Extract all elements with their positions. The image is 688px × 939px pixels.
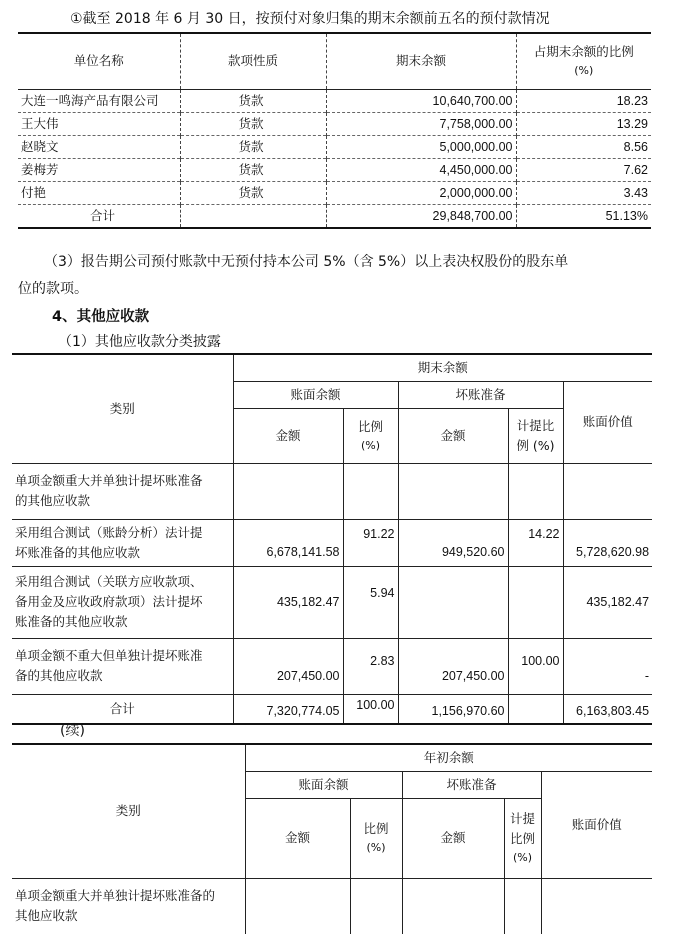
total-bad-amount: 1,156,970.60 [398,694,508,724]
header-provision-line2: 例 (%) [516,437,555,453]
row-category-line2: 的其他应收款 [15,493,91,508]
row-balance: 7,758,000.00 [326,112,516,135]
header-ratio-line1: 占期末余额的比例 [533,44,634,60]
paragraph-3-line1: （3）报告期公司预付账款中无预付持本公司 5%（含 5%）以上表决权股份的股东单 [44,254,569,270]
total-value: 6,163,803.45 [576,704,650,718]
total-row [18,204,651,228]
row-nature: 货款 [180,89,326,112]
row-balance: 2,000,000.00 [326,181,516,204]
header-ratio-line2: (%) [366,841,386,855]
header-amount: 金额 [245,798,350,878]
row-ratio: 5.94 [343,566,398,638]
header-category: 类别 [12,744,245,878]
row-balance: 4,450,000.00 [326,158,516,181]
table-row [12,519,652,566]
row-category [12,638,233,694]
row-nature: 货款 [180,112,326,135]
header-ratio-line1: 比例 [357,418,383,434]
row-category-line1: 采用组合测试（账龄分析）法计提 [15,524,203,540]
row-unit-name: 姜梅芳 [18,158,180,181]
row-provision: 100.00 [508,638,563,694]
total-label: 合计 [18,204,180,228]
header-provision-line3: (%) [512,851,533,865]
row-category [12,566,233,638]
header-provision-ratio [508,408,563,463]
row-category-line3: 账准备的其他应收款 [15,614,128,629]
row-category-line1: 单项金额不重大但单独计提坏账准 [15,648,203,663]
row-value: - [644,668,650,683]
row-ratio: 18.23 [616,93,648,108]
row-category-line2: 备的其他应收款 [15,668,103,683]
row-ratio: 2.83 [343,638,398,694]
header-ratio [516,33,651,89]
continued-label: (续) [60,723,85,739]
header-book-value: 账面价值 [563,381,652,463]
row-category-line1: 单项金额重大并单独计提坏账准备 [15,473,203,488]
header-provision-ratio [504,798,541,878]
row-bad-amount: 949,520.60 [398,519,508,566]
header-amount: 金额 [233,408,343,463]
row-category [12,463,233,519]
total-label: 合计 [12,694,233,724]
header-provision-line1: 计提 [509,811,535,827]
header-period-start: 年初余额 [245,744,652,771]
header-provision-line1: 计提比 [516,417,555,433]
table-row [18,112,651,135]
table1-caption: ①截至 2018 年 6 月 30 日，按预付对象归集的期末余额前五名的预付款情况 [70,11,550,27]
table-row [12,463,652,519]
table-row [12,566,652,638]
row-amount: 6,678,141.58 [233,519,343,566]
row-category [12,519,233,566]
table-row [12,878,652,934]
total-amount: 7,320,774.05 [233,694,343,724]
total-ratio: 100.00 [343,694,398,724]
row-category-line1: 单项金额重大并单独计提坏账准备的 [15,888,216,904]
header-category: 类别 [12,354,233,463]
header-bad-debt: 坏账准备 [398,381,563,408]
header-ratio-line1: 比例 [363,821,389,837]
table-row [18,135,651,158]
row-ratio: 91.22 [343,519,398,566]
other-receivables-table [12,353,652,725]
header-unit-name: 单位名称 [18,33,180,89]
other-receivables-table-continued [12,743,652,934]
header-ratio [350,798,402,878]
row-category-line2: 其他应收款 [15,908,78,924]
row-provision: 14.22 [508,519,563,566]
subsection-heading: （1）其他应收款分类披露 [58,334,221,350]
row-ratio: 8.56 [623,139,648,154]
header-provision-line2: 比例 [509,831,535,847]
row-unit-name: 大连一鸣海产品有限公司 [18,89,180,112]
header-book-value: 账面价值 [541,771,652,878]
row-category-line1: 采用组合测试（关联方应收款项、 [15,574,203,589]
row-nature: 货款 [180,158,326,181]
total-ratio: 51.13% [605,208,648,223]
row-amount: 207,450.00 [233,638,343,694]
table-row [18,89,651,112]
row-unit-name: 王大伟 [18,112,180,135]
paragraph-3-line2: 位的款项。 [18,281,88,297]
section-heading: 4、其他应收款 [52,309,150,325]
header-ratio-line2: (%) [574,64,594,78]
header-book-balance: 账面余额 [245,771,402,798]
header-bad-debt: 坏账准备 [402,771,541,798]
row-ratio: 13.29 [616,116,648,131]
row-value: 5,728,620.98 [576,544,650,559]
table-row [12,638,652,694]
row-unit-name: 付艳 [18,181,180,204]
prepayment-top5-table [18,32,651,229]
row-category-line2: 备用金及应收政府款项）法计提坏 [15,594,203,609]
header-book-balance: 账面余额 [233,381,398,408]
header-balance: 期末余额 [326,33,516,89]
header-bad-amount: 金额 [402,798,504,878]
row-unit-name: 赵晓文 [18,135,180,158]
table-row [18,158,651,181]
row-balance: 10,640,700.00 [326,89,516,112]
row-balance: 5,000,000.00 [326,135,516,158]
row-nature: 货款 [180,181,326,204]
header-ratio [343,408,398,463]
total-row [12,694,652,724]
row-value: 435,182.47 [586,595,650,609]
row-ratio: 3.43 [623,185,648,200]
row-amount: 435,182.47 [233,566,343,638]
header-nature: 款项性质 [180,33,326,89]
total-balance: 29,848,700.00 [326,204,516,228]
row-ratio: 7.62 [623,162,648,177]
table-row [18,181,651,204]
row-nature: 货款 [180,135,326,158]
header-bad-amount: 金额 [398,408,508,463]
header-period-end: 期末余额 [233,354,652,381]
row-category [12,878,245,934]
header-ratio-line2: (%) [360,438,381,452]
row-bad-amount: 207,450.00 [398,638,508,694]
row-category-line2: 坏账准备的其他应收款 [15,544,141,560]
